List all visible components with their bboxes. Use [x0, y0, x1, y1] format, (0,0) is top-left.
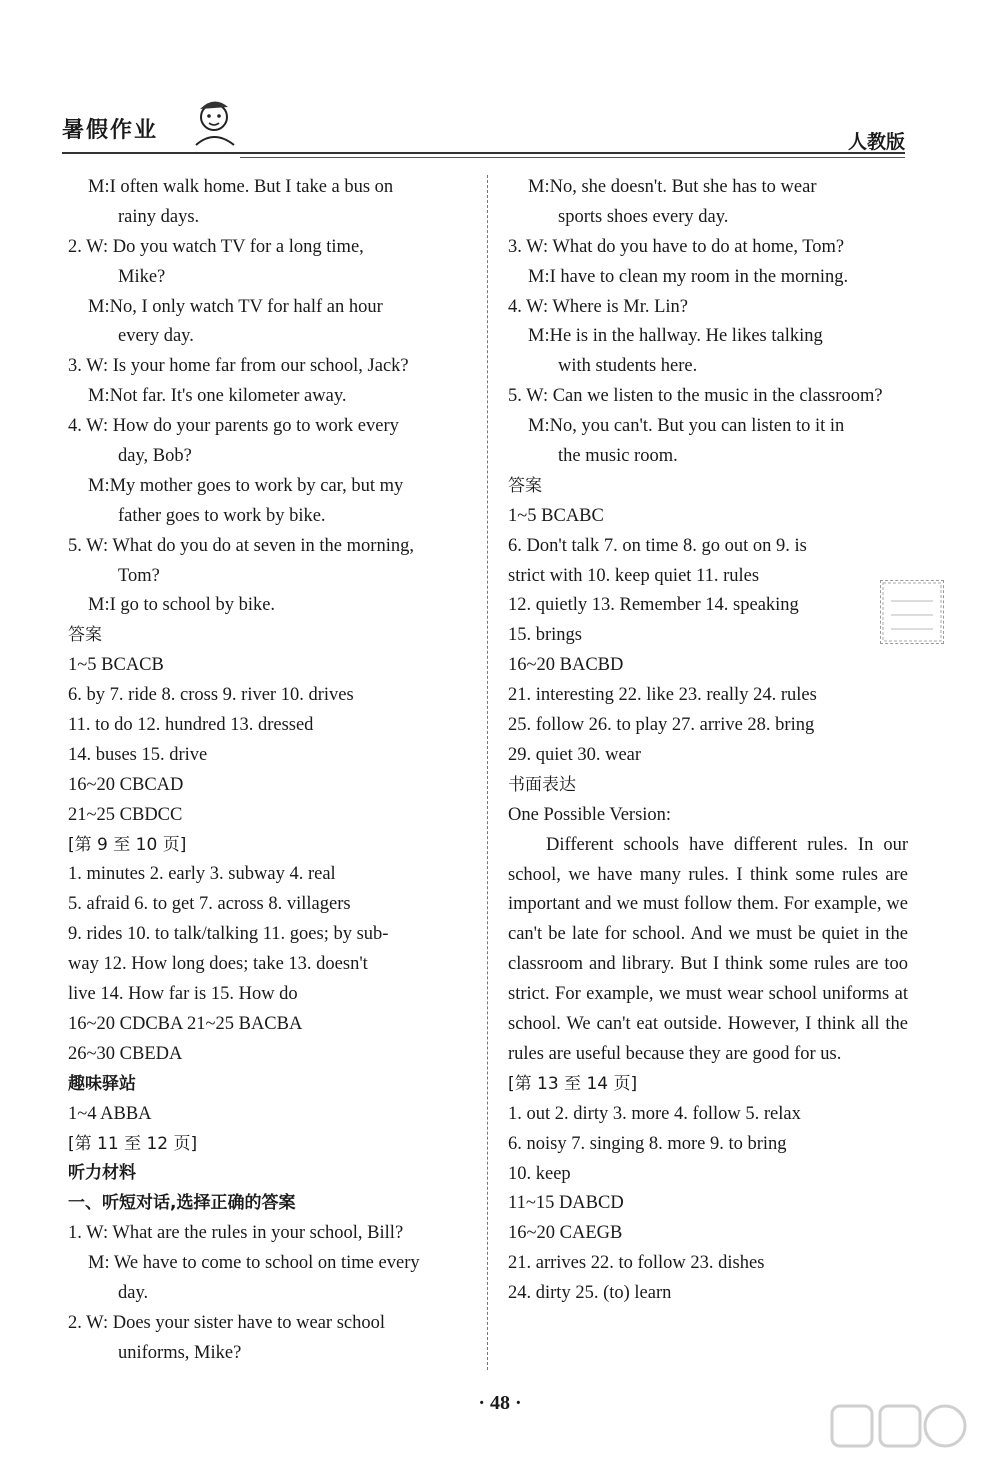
text-line: 9. rides 10. to talk/talking 11. goes; by sub- — [68, 924, 389, 945]
text-line: 3. W: Is your home far from our school, Jack? — [68, 356, 409, 377]
text-line: [第 13 至 14 页] — [508, 1073, 638, 1094]
text-line: day, Bob? — [118, 446, 192, 467]
page-number: · 48 · — [478, 1392, 522, 1414]
header-rule — [62, 152, 905, 154]
text-line: M:No, I only watch TV for half an hour — [88, 296, 383, 317]
text-line: sports shoes every day. — [558, 206, 729, 227]
text-line: live 14. How far is 15. How do — [68, 984, 298, 1005]
text-line: 11. to do 12. hundred 13. dressed — [68, 715, 314, 736]
text-line: day. — [118, 1282, 149, 1303]
text-line: 24. dirty 25. (to) learn — [508, 1283, 672, 1304]
text-line: 21. arrives 22. to follow 23. dishes — [508, 1253, 765, 1274]
text-line: 4. W: Where is Mr. Lin? — [508, 296, 688, 317]
text-line: [第 9 至 10 页] — [68, 834, 187, 855]
text-line: M:My mother goes to work by car, but my — [88, 475, 404, 496]
text-line: M:No, she doesn't. But she has to wear — [528, 177, 817, 197]
text-line: 16~20 CBCAD — [68, 774, 184, 795]
right-column-tail — [508, 1070, 908, 1309]
text-line: M:No, you can't. But you can listen to it in — [528, 416, 845, 437]
text-line: M:I often walk home. But I take a bus on — [88, 177, 394, 197]
text-line: 16~20 CAEGB — [508, 1223, 623, 1244]
text-line: 2. W: Do you watch TV for a long time, — [68, 236, 364, 257]
text-line: 10. keep — [508, 1163, 571, 1184]
right-column-lines — [508, 173, 908, 831]
text-line: 21. interesting 22. like 23. really 24. rules — [508, 685, 817, 706]
text-line: strict with 10. keep quiet 11. rules — [508, 565, 760, 586]
stamp-icon — [880, 580, 944, 644]
text-line: Mike? — [118, 266, 166, 287]
text-line: 6. Don't talk 7. on time 8. go out on 9. is — [508, 535, 807, 556]
text-line: 答案 — [508, 475, 542, 496]
text-line: way 12. How long does; take 13. doesn't — [68, 954, 368, 975]
text-line: 4. W: How do your parents go to work every — [68, 416, 399, 437]
text-line: 21~25 CBDCC — [68, 804, 183, 825]
text-line: 5. W: What do you do at seven in the morning, — [68, 535, 414, 556]
page-header — [62, 95, 905, 155]
text-line: 1~4 ABBA — [68, 1103, 152, 1124]
header-rule-thin — [240, 157, 905, 158]
watermark-logo-icon — [830, 1400, 970, 1460]
column-divider — [487, 175, 488, 1370]
text-line: 5. afraid 6. to get 7. across 8. villagers — [68, 894, 351, 915]
text-line: 11~15 DABCD — [508, 1193, 624, 1214]
text-line: 29. quiet 30. wear — [508, 744, 642, 765]
left-column — [68, 173, 468, 1369]
text-line: 26~30 CBEDA — [68, 1043, 183, 1064]
text-line: 1. minutes 2. early 3. subway 4. real — [68, 864, 336, 885]
text-line: 16~20 BACBD — [508, 655, 624, 676]
text-line: 2. W: Does your sister have to wear school — [68, 1312, 385, 1333]
text-line: 1~5 BCABC — [508, 505, 604, 526]
text-line: 6. noisy 7. singing 8. more 9. to bring — [508, 1133, 787, 1154]
text-line: 一、听短对话,选择正确的答案 — [68, 1193, 296, 1214]
text-line: M:He is in the hallway. He likes talking — [528, 326, 823, 347]
text-line: 书面表达 — [508, 774, 576, 795]
text-line: 趣味驿站 — [68, 1073, 136, 1094]
text-line: 3. W: What do you have to do at home, Tom? — [508, 236, 845, 257]
text-line: 25. follow 26. to play 27. arrive 28. bring — [508, 715, 815, 736]
text-line: with students here. — [558, 356, 698, 377]
text-line: [第 11 至 12 页] — [68, 1133, 198, 1154]
text-line: uniforms, Mike? — [118, 1342, 242, 1363]
text-line: One Possible Version: — [508, 804, 672, 825]
text-line: M:I go to school by bike. — [88, 595, 276, 616]
series-logo — [62, 113, 158, 144]
right-column — [508, 173, 908, 1309]
text-line: rainy days. — [118, 206, 200, 227]
text-line: Tom? — [118, 565, 160, 586]
logo-text: 暑假作业 — [62, 117, 159, 143]
text-line: 5. W: Can we listen to the music in the classroom? — [508, 386, 883, 407]
text-line: 1. out 2. dirty 3. more 4. follow 5. relax — [508, 1103, 801, 1124]
text-line: 听力材料 — [68, 1163, 136, 1184]
essay-paragraph — [508, 831, 908, 1070]
text-line: 答案 — [68, 625, 102, 646]
essay-text: Different schools have different rules. In our school, we have many rules. I think some rules are important and we must follow them. For example, we can't be late for school. And we must be quiet in the classroom and library. But I think some rules are too strict. For example, we must wear school uniforms at school. We can't eat outside. However, I think all the rules are useful because they are good for us. — [508, 834, 908, 1064]
text-line: 16~20 CDCBA 21~25 BACBA — [68, 1013, 303, 1034]
edition-label: 人教版 — [847, 131, 905, 153]
text-line: 6. by 7. ride 8. cross 9. river 10. drives — [68, 685, 354, 706]
text-line: M:Not far. It's one kilometer away. — [88, 386, 347, 407]
text-line: 1~5 BCACB — [68, 655, 164, 676]
text-line: father goes to work by bike. — [118, 505, 326, 526]
text-line: M:I have to clean my room in the morning. — [528, 266, 849, 287]
text-line: 1. W: What are the rules in your school, Bill? — [68, 1223, 404, 1244]
text-line: every day. — [118, 326, 194, 347]
mascot-icon — [182, 95, 242, 153]
text-line: 14. buses 15. drive — [68, 744, 208, 765]
text-line: 15. brings — [508, 625, 582, 646]
text-line: the music room. — [558, 446, 678, 467]
text-line: 12. quietly 13. Remember 14. speaking — [508, 595, 799, 616]
text-line: M: We have to come to school on time every — [88, 1253, 420, 1274]
